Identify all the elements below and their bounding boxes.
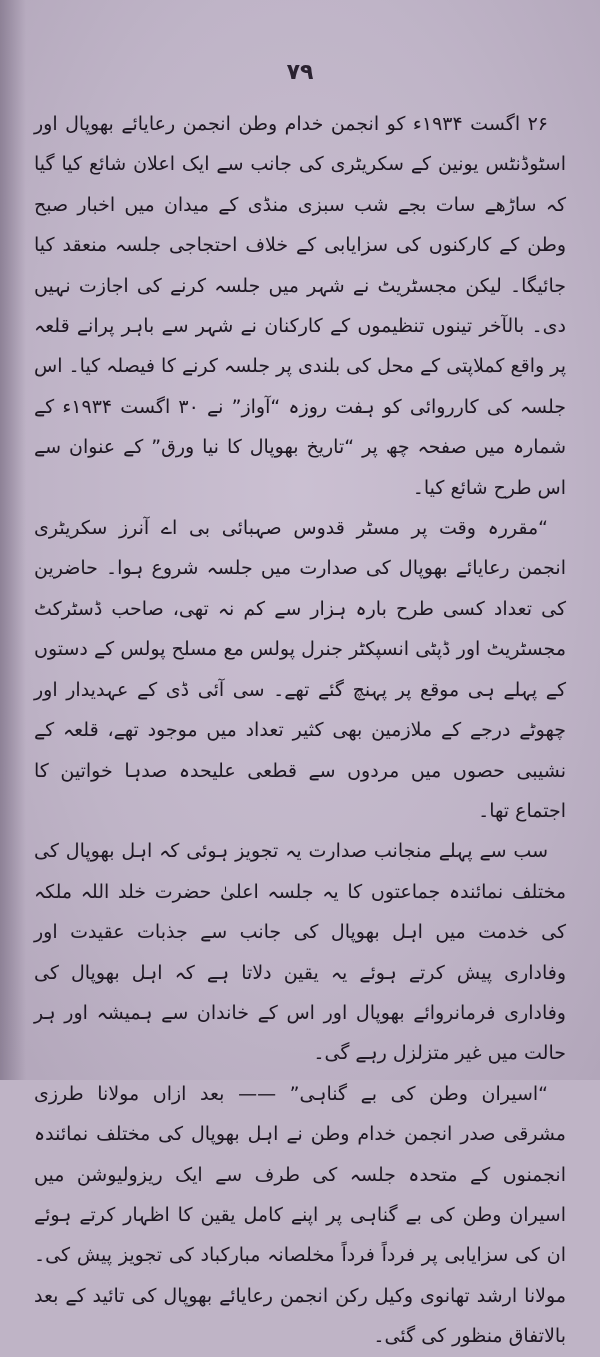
page-number: ٧٩ [286, 60, 314, 85]
paragraph-announcement: ۲۶ اگست ۱۹۳۴ء کو انجمن خدام وطن انجمن رعایائے بھوپال اور اسٹوڈنٹس یونین کے سکریٹری کی جانب سے ایک اعلان شائع کیا گیا کہ ساڑھے سات بجے شب سبزی منڈی کے میدان میں اخبار صبح وطن کے کارکنوں کی سزایابی کے خلاف احتجاجی جلسہ منعقد کیا جائیگا۔ لیکن مجسٹریٹ نے شہر میں جلسہ کرنے کی اجازت نہیں دی۔ بالآخر تینوں تنظیموں کے کارکنان نے شہر سے باہر پرانے قلعہ پر واقع کملاپتی کے محل کی بلندی پر جلسہ کرنے کا فیصلہ کیا۔ اس جلسہ کی کارروائی کو ہفت روزہ “آواز” نے ۳۰ اگست ۱۹۳۴ء کے شمارہ میں صفحہ چھ پر “تاریخ بھوپال کا نیا ورق” کے عنوان سے اس طرح شائع کیا۔ [34, 113, 566, 499]
paragraph-meeting-report: “مقررہ وقت پر مسٹر قدوس صہبائی بی اے آنرز سکریٹری انجمن رعایائے بھوپال کی صدارت میں جلسہ شروع ہوا۔ حاضرین کی تعداد کسی طرح بارہ ہزار سے کم نہ تھی، صاحب ڈسٹرکٹ مجسٹریٹ اور ڈپٹی انسپکٹر جنرل پولس مع مسلح پولس کے دستوں کے پہلے ہی موقع پر پہنچ گئے تھے۔ سی آئی ڈی کے عہدیدار اور چھوٹے درجے کے ملازمین بھی کثیر تعداد میں موجود تھے، قلعہ کے نشیبی حصوں میں مردوں سے قطعی علیحدہ صدہا خواتین کا اجتماع تھا۔ [34, 517, 566, 822]
binding-shadow [0, 0, 26, 1080]
paragraph-loyalty-resolution: سب سے پہلے منجانب صدارت یہ تجویز ہوئی کہ اہل بھوپال کی مختلف نمائندہ جماعتوں کا یہ جلسہ اعلیٰ حضرت خلد اللہ ملکہ کی خدمت میں اہل بھوپال کی جانب سے جذبات عقیدت اور وفاداری پیش کرتے ہوئے یہ یقین دلاتا ہے کہ اہل بھوپال کی وفاداری فرمانروائے بھوپال اور اس کے خاندان سے ہمیشہ اور ہر حالت میں غیر متزلزل رہے گی۔ [34, 840, 566, 1065]
body-text [34, 104, 566, 1357]
paragraph-prisoners-resolution: “اسیران وطن کی بے گناہی” —— بعد ازاں مولانا طرزی مشرقی صدر انجمن خدام وطن نے اہل بھوپال کی مختلف نمائندہ انجمنوں کے متحدہ جلسہ کی طرف سے ایک ریزولیوشن میں اسیران وطن کی بے گناہی پر اپنے کامل یقین کا اظہار کرتے ہوئے ان کی سزایابی پر فرداً فرداً مخلصانہ مبارکباد کی تجویز پیش کی۔ مولانا ارشد تھانوی وکیل رکن انجمن رعایائے بھوپال کی تائید کے بعد بالاتفاق منظور کی گئی۔ [34, 1082, 566, 1348]
